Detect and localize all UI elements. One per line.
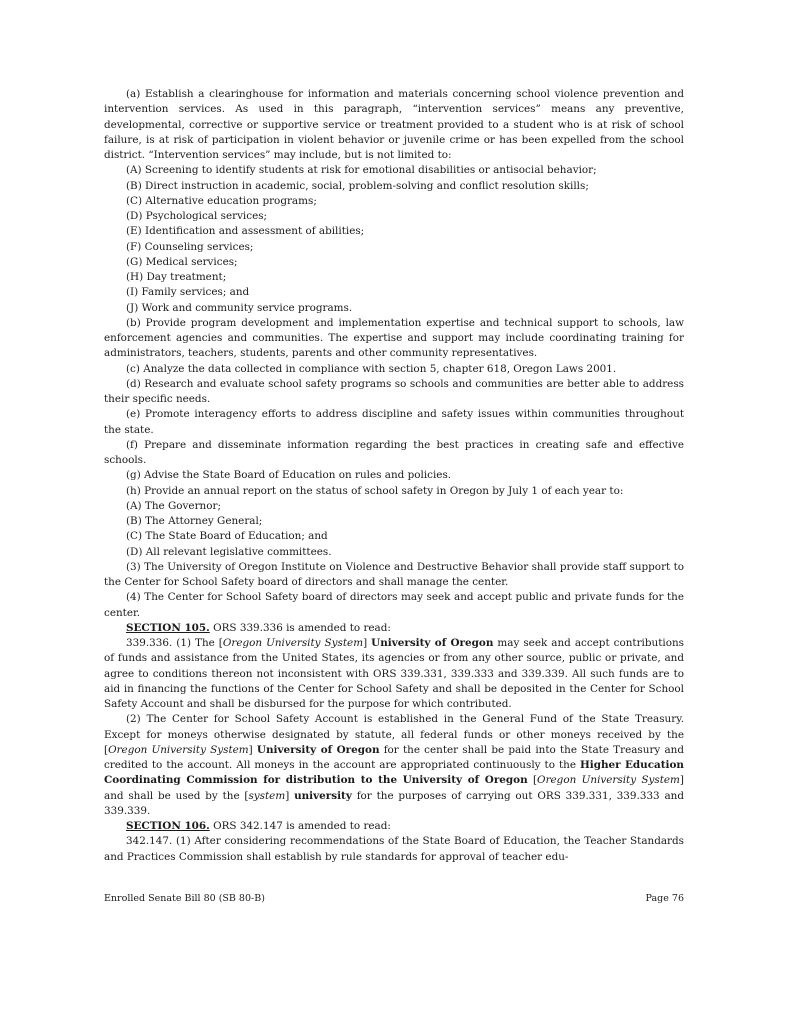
text-run: may seek and accept contributions of funds and assistance from the United States, its agencies or from any other source, public or private, and agree to conditions thereon not inconsistent with ORS 339.331, 339.333 and 339.339. All such funds are to aid in financing the functions of the Center for School Safety and shall be deposited in the Center for School Safety Account and shall be disbursed for the purpose for which contributed.: [104, 637, 685, 710]
paragraph-d: (d) Research and evaluate school safety programs so schools and communities are better able to address their specific needs.: [104, 377, 684, 405]
page-footer: [104, 893, 684, 904]
text-run: ]: [248, 743, 257, 756]
deleted-text: system: [248, 789, 286, 802]
added-text: university: [294, 789, 352, 802]
added-text: University of Oregon: [256, 743, 380, 756]
paragraph-e: (e) Promote interagency efforts to address discipline and safety issues within communities throughout the state.: [104, 408, 684, 436]
section-label: SECTION 106.: [126, 820, 210, 832]
text-run: for the center shall be paid into the State Treasury and credited to the account. All moneys in the account are appropriated continuously to the: [104, 743, 685, 771]
text-run: for the purposes of carrying out ORS 339.331, 339.333 and 339.339.: [104, 789, 685, 817]
list-item: (B) Direct instruction in academic, social, problem-solving and conflict resolution skills;: [126, 179, 589, 192]
subsection-4: (4) The Center for School Safety board of directors may seek and accept public and private funds for the center.: [104, 591, 684, 619]
paragraph-c: (c) Analyze the data collected in compliance with section 5, chapter 618, Oregon Laws 2001.: [126, 362, 617, 375]
text-run: (2) The Center for School Safety Account is established in the General Fund of the State Treasury. Except for moneys otherwise designated by statute, all federal funds or other moneys received by the [: [104, 713, 684, 756]
paragraph-g: (g) Advise the State Board of Education on rules and policies.: [126, 469, 452, 482]
text-run: ]: [363, 637, 372, 649]
list-item: (F) Counseling services;: [126, 240, 254, 253]
section-lead: ORS 339.336 is amended to read:: [209, 621, 391, 634]
text-run: ] and shall be used by the [: [104, 774, 684, 802]
list-item: (I) Family services; and: [126, 286, 250, 299]
deleted-text: Oregon University System: [537, 774, 680, 787]
list-item: (H) Day treatment;: [126, 271, 227, 283]
list-item: (G) Medical services;: [126, 255, 238, 268]
list-item: (B) The Attorney General;: [126, 515, 263, 527]
section-105-heading: [104, 621, 684, 636]
section-label: SECTION 105.: [126, 621, 210, 634]
list-item: (C) Alternative education programs;: [126, 194, 317, 207]
ors-339-336-subsection-1: [104, 636, 684, 712]
bill-identifier: Enrolled Senate Bill 80 (SB 80-B): [104, 893, 265, 904]
text-run: [: [527, 774, 538, 787]
list-item: (C) The State Board of Education; and: [126, 530, 328, 543]
paragraph-h: (h) Provide an annual report on the status of school safety in Oregon by July 1 of each year to:: [126, 484, 624, 497]
text-run: ]: [285, 789, 295, 802]
ors-342-147-subsection-1: 342.147. (1) After considering recommendations of the State Board of Education, the Teacher Standards and Practices Commission shall establish by rule standards for approval of teacher edu-: [104, 835, 684, 863]
added-text: Higher Education Coordinating Commission for distribution to the University of Oregon: [104, 759, 684, 787]
list-item: (D) All relevant legislative committees.: [126, 545, 332, 558]
section-lead: ORS 342.147 is amended to read:: [209, 820, 391, 832]
added-text: University of Oregon: [371, 637, 494, 649]
text-run: 339.336. (1) The [: [126, 637, 223, 649]
paragraph-b: (b) Provide program development and implementation expertise and technical support to schools, law enforcement agencies and communities. The expertise and support may include coordinating training for administrators, teachers, students, parents and other community representatives.: [104, 316, 684, 360]
page-body: [104, 87, 684, 865]
subsection-3: (3) The University of Oregon Institute on Violence and Destructive Behavior shall provide staff support to the Center for School Safety board of directors and shall manage the center.: [104, 560, 684, 588]
ors-339-336-subsection-2: [104, 712, 684, 819]
list-item: (A) Screening to identify students at risk for emotional disabilities or antisocial behavior;: [126, 164, 597, 177]
list-item: (E) Identification and assessment of abilities;: [126, 225, 365, 238]
deleted-text: Oregon University System: [222, 637, 364, 649]
list-item: (A) The Governor;: [126, 499, 221, 512]
page-number: Page 76: [645, 893, 684, 904]
list-item: (J) Work and community service programs.: [126, 301, 353, 314]
section-106-heading: [104, 819, 684, 834]
deleted-text: Oregon University System: [108, 743, 249, 756]
paragraph-a: (a) Establish a clearinghouse for information and materials concerning school violence prevention and intervention services. As used in this paragraph, “intervention services” means any preventive, developmental, corrective or supportive service or treatment provided to a student who is at risk of school failure, is at risk of participation in violent behavior or juvenile crime or has been expelled from the school district. “Intervention services” may include, but is not limited to:: [104, 88, 684, 161]
paragraph-f: (f) Prepare and disseminate information regarding the best practices in creating safe and effective schools.: [104, 438, 684, 466]
list-item: (D) Psychological services;: [126, 210, 268, 222]
